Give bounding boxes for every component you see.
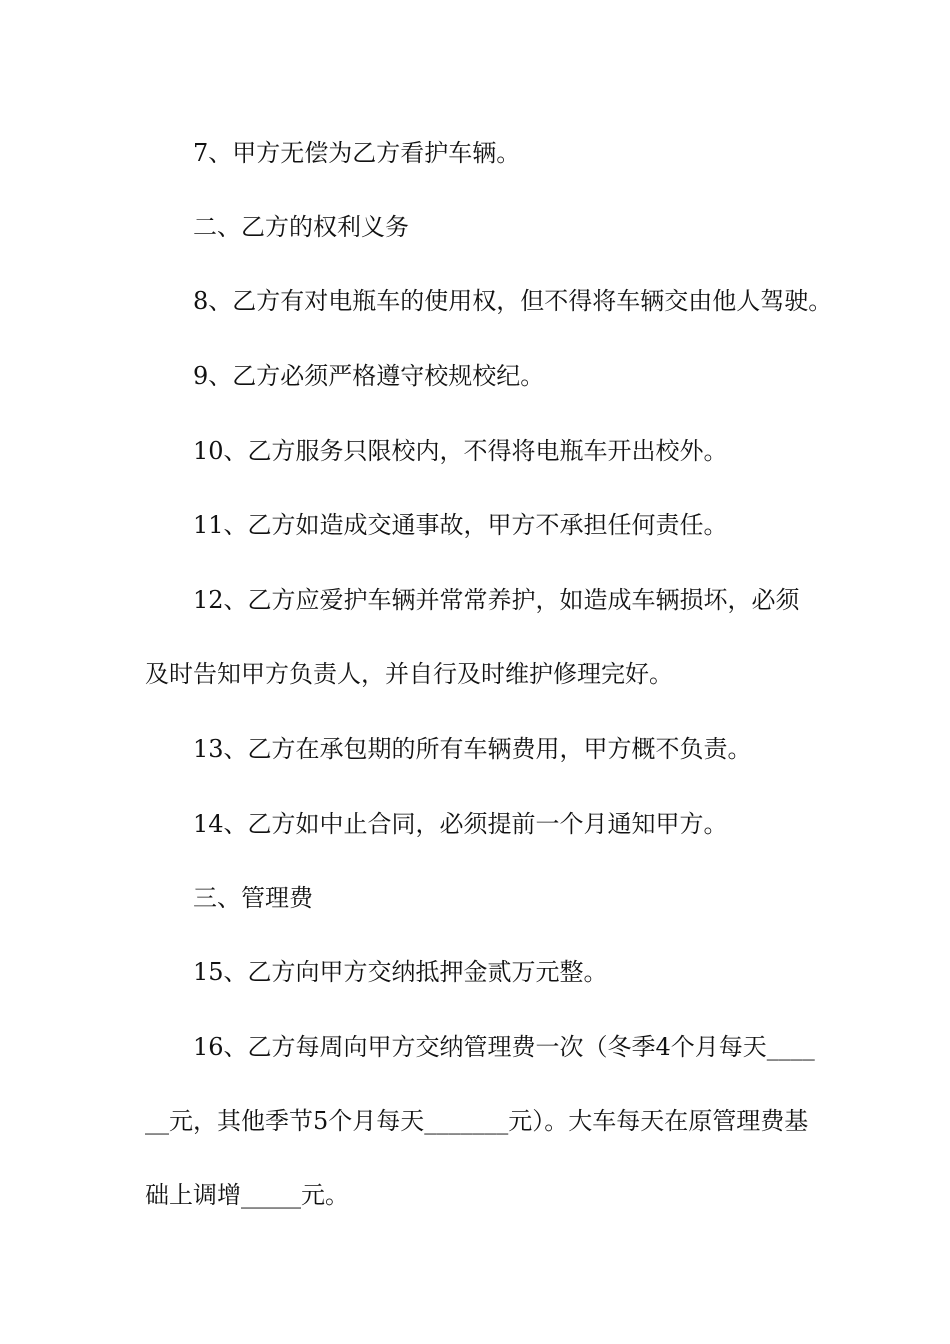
paragraph-15: 15、乙方向甲方交纳抵押金贰万元整。: [193, 958, 608, 986]
section-heading-3: 三、管理费: [193, 884, 313, 912]
paragraph-16: 16、乙方每周向甲方交纳管理费一次（冬季4个月每天______元，其他季节5个月每天_______元）。大车每天在原管理费基础上调增_____元。: [145, 1033, 815, 1209]
paragraph-9: 9、乙方必须严格遵守校规校纪。: [193, 362, 545, 390]
paragraph-12: 12、乙方应爱护车辆并常常养护，如造成车辆损坏，必须及时告知甲方负责人，并自行及时维护修理完好。: [145, 586, 800, 688]
paragraph-14: 14、乙方如中止合同，必须提前一个月通知甲方。: [193, 810, 728, 838]
paragraph-7: 7、甲方无偿为乙方看护车辆。: [193, 139, 521, 167]
section-heading-2: 二、乙方的权利义务: [193, 213, 409, 241]
paragraph-11: 11、乙方如造成交通事故，甲方不承担任何责任。: [193, 511, 728, 539]
paragraph-10: 10、乙方服务只限校内，不得将电瓶车开出校外。: [193, 437, 728, 465]
paragraph-13: 13、乙方在承包期的所有车辆费用，甲方概不负责。: [193, 735, 752, 763]
paragraph-8: 8、乙方有对电瓶车的使用权，但不得将车辆交由他人驾驶。: [193, 287, 833, 315]
